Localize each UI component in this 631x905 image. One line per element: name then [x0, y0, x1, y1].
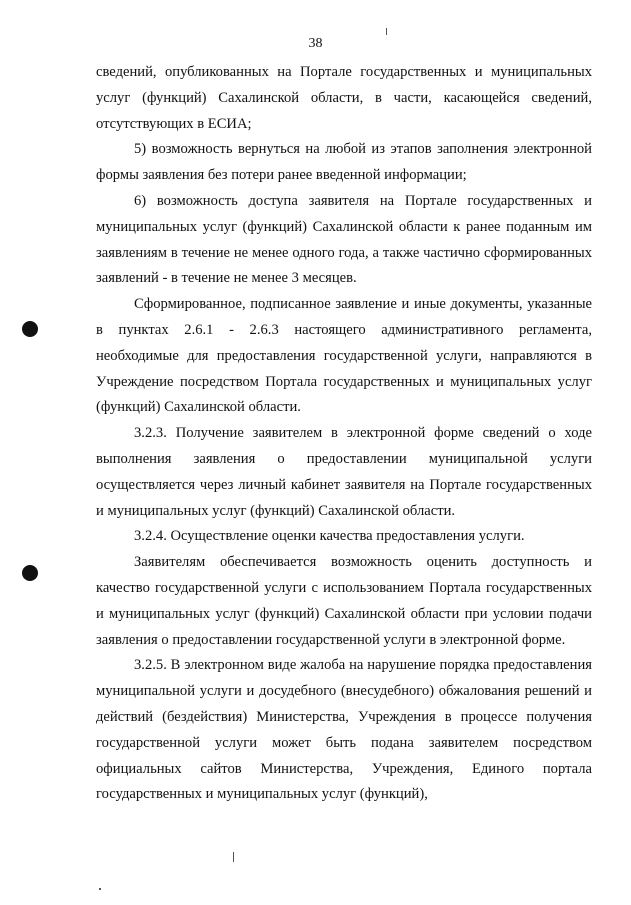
- punch-hole-lower: [22, 565, 38, 581]
- paragraph-submission: Сформированное, подписанное заявление и иные документы, указанные в пунктах 2.6.1 - 2.6.3 настоящего административного регламента, необходимые для предоставления государственной услуги, направляются в Учреждение посредством Портала государственных и муниципальных услуг (функций) Сахалинской области.: [96, 296, 592, 416]
- document-body: [96, 60, 592, 808]
- paragraph-3-2-5: 3.2.5. В электронном виде жалоба на нарушение порядка предоставления муниципальной услуги и досудебного (внесудебного) обжалования решений и действий (бездействия) Министерства, Учреждения в процессе получения государственной услуги может быть подана заявителем посредством официальных сайтов Министерства, Учреждения, Единого портала государственных и муниципальных услуг (функций),: [96, 657, 592, 803]
- page-number: 38: [308, 36, 323, 51]
- scan-speck: [99, 888, 101, 890]
- paragraph-item-5: 5) возможность вернуться на любой из этапов заполнения электронной формы заявления без потери ранее введенной информации;: [96, 141, 592, 184]
- paragraph-3-2-3: 3.2.3. Получение заявителем в электронной форме сведений о ходе выполнения заявления о предоставлении муниципальной услуги осуществляется через личный кабинет заявителя на Портале государственных и муниципальных услуг (функций) Сахалинской области.: [96, 425, 592, 519]
- scan-speck: [233, 852, 234, 862]
- paragraph-continuation: сведений, опубликованных на Портале государственных и муниципальных услуг (функций) Сахалинской области, в части, касающейся сведений, отсутствующих в ЕСИА;: [96, 64, 592, 132]
- paragraph-item-6: 6) возможность доступа заявителя на Портале государственных и муниципальных услуг (функций) Сахалинской области к ранее поданным им заявлениям в течение не менее одного года, а также частично сформированных заявлений - в течение не менее 3 месяцев.: [96, 192, 592, 287]
- paragraph-quality-assessment: Заявителям обеспечивается возможность оценить доступность и качество государственной услуги с использованием Портала государственных и муниципальных услуг (функций) Сахалинской области при условии подачи заявления о предоставлении государственной услуги в электронной форме.: [96, 554, 592, 648]
- scan-speck: [386, 28, 387, 35]
- punch-hole-upper: [22, 321, 38, 337]
- paragraph-3-2-4: 3.2.4. Осуществление оценки качества предоставления услуги.: [134, 528, 525, 545]
